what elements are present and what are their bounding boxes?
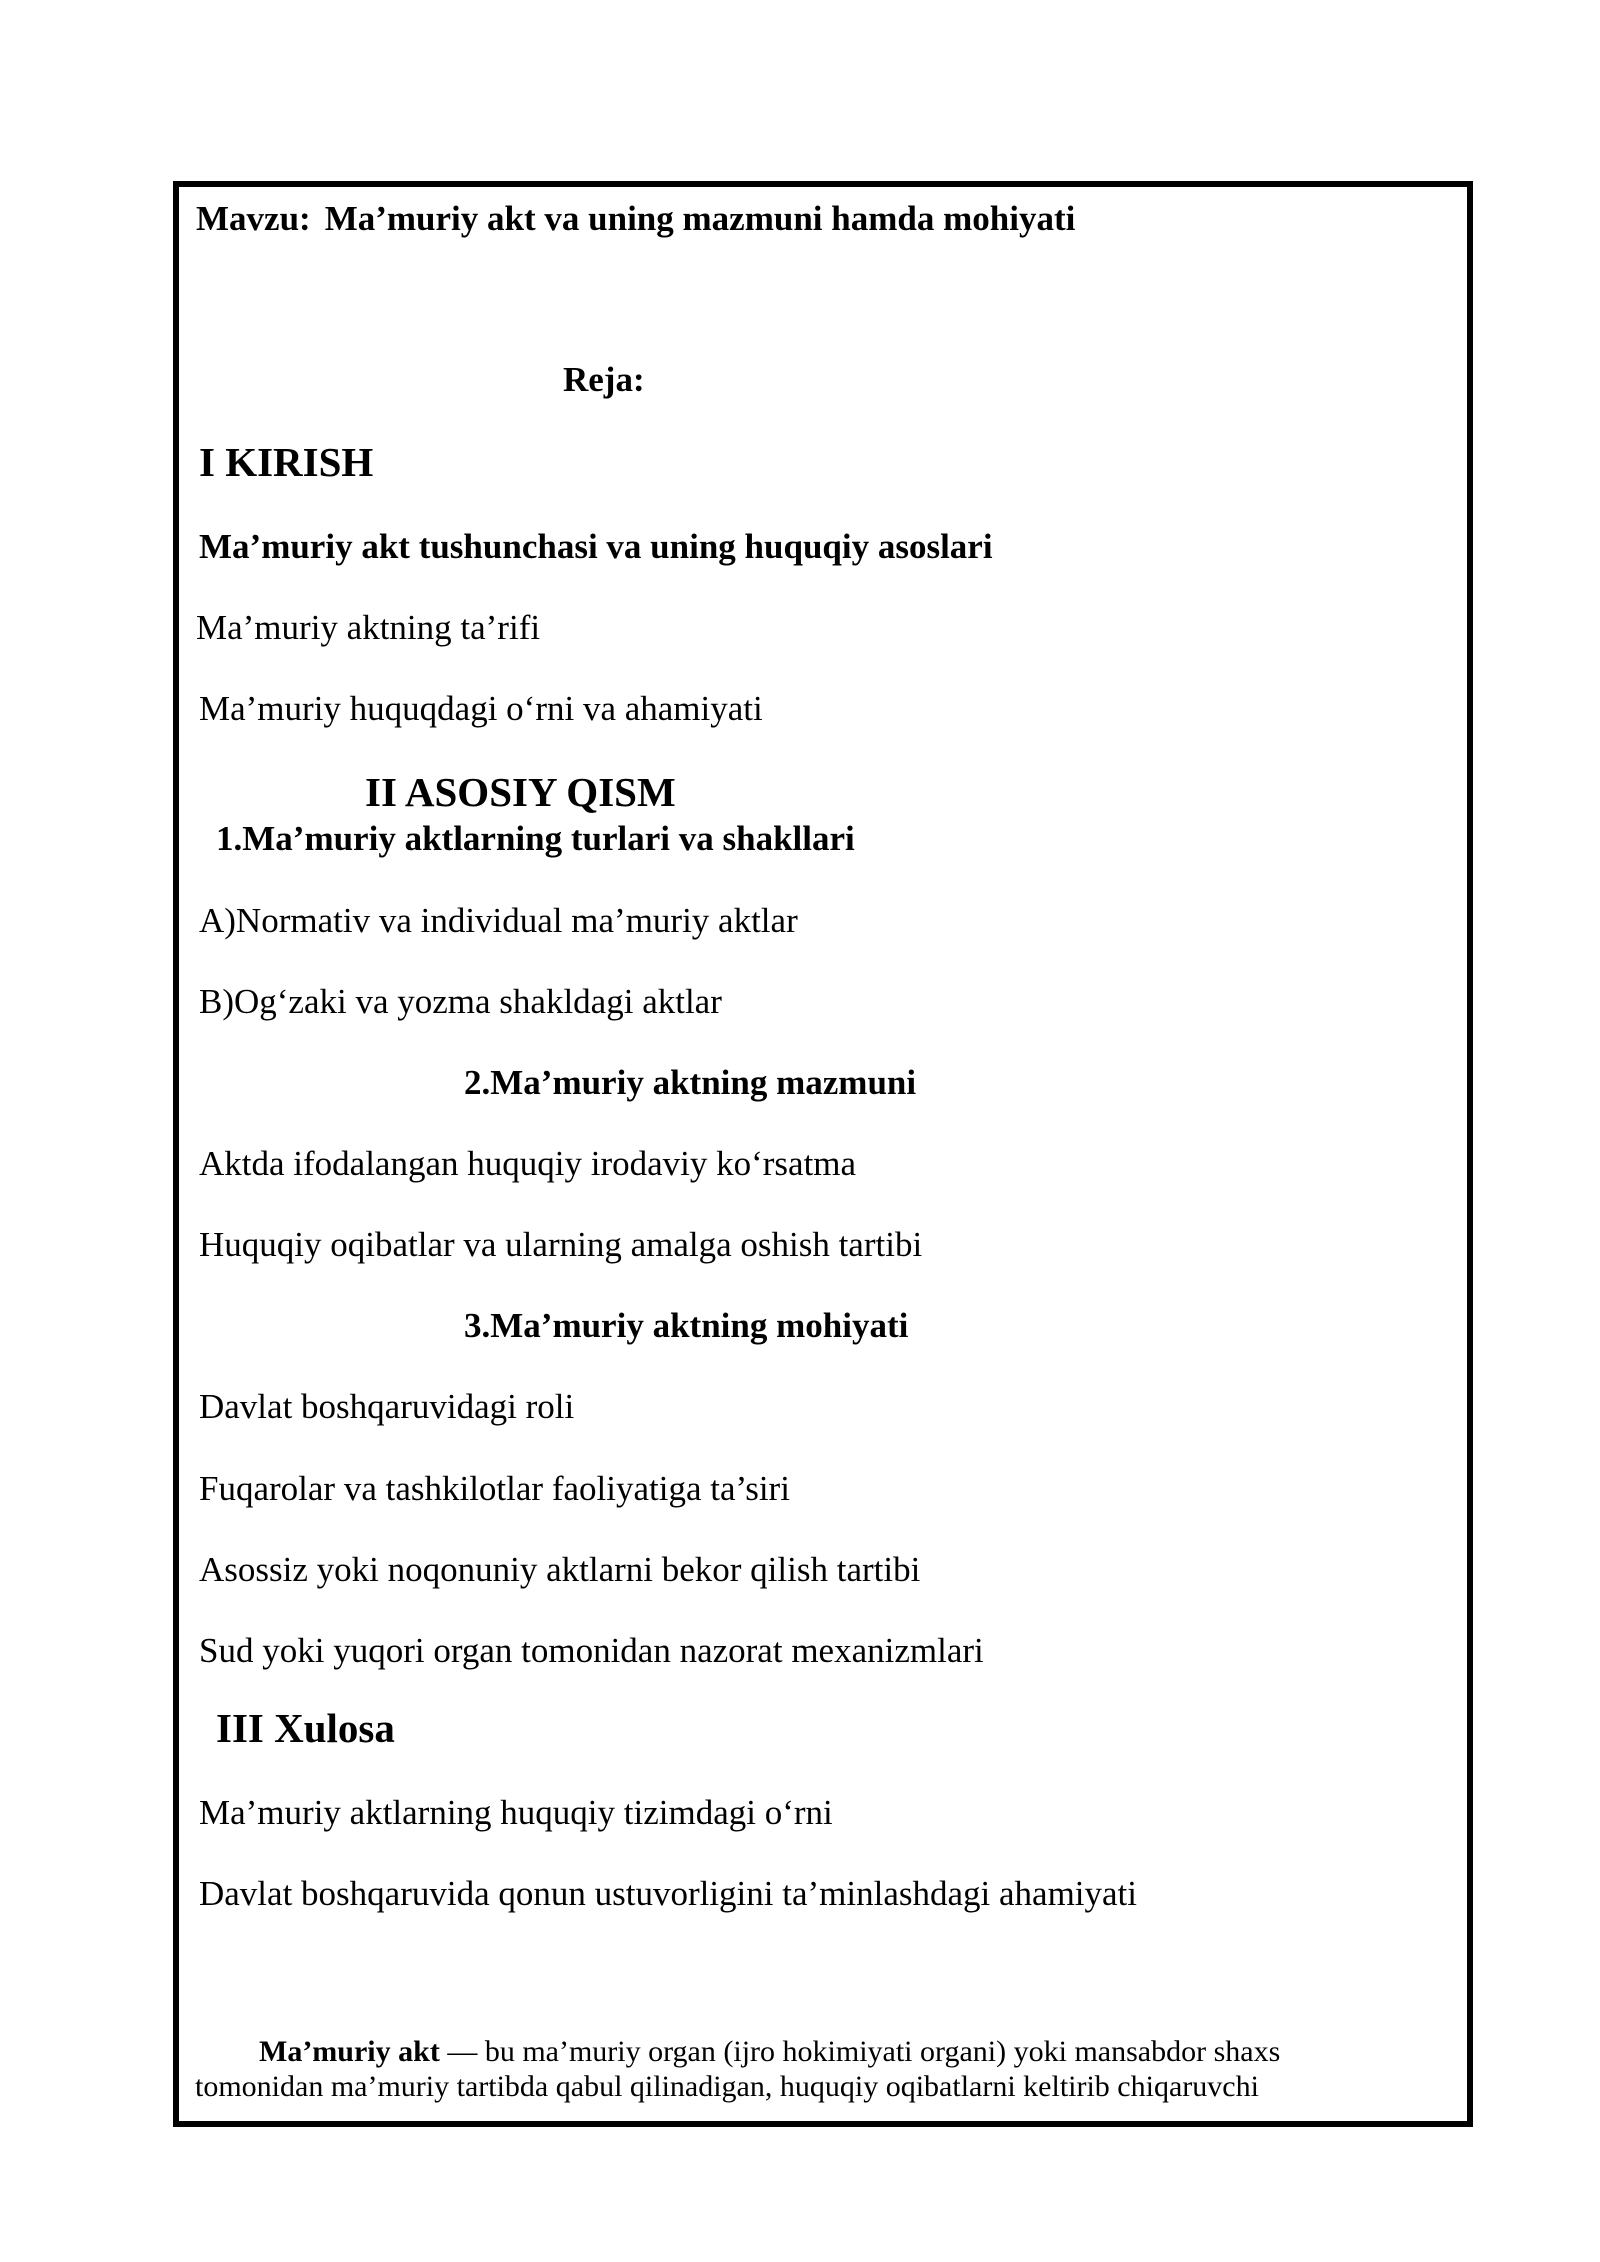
section-intro-title: I KIRISH xyxy=(199,439,374,485)
section-main-title: II ASOSIY QISM xyxy=(365,769,676,815)
topic-text: Ma’muriy akt va uning mazmuni hamda mohiyati xyxy=(324,199,1076,238)
section-conclusion-title: III Xulosa xyxy=(216,1705,395,1751)
definition-line-1-text: — bu ma’muriy organ (ijro hokimiyati organi) yoki mansabdor shaxs xyxy=(439,2035,1281,2068)
definition-line-2: tomonidan ma’muriy tartibda qabul qilinadigan, huquqiy oqibatlarni keltirib chiqaruvchi xyxy=(195,2070,1259,2103)
main-part3-item: Davlat boshqaruvidagi roli xyxy=(199,1387,575,1426)
main-part1-title: 1.Ma’muriy aktlarning turlari va shakllari xyxy=(216,819,855,858)
topic-heading xyxy=(196,201,1075,236)
conclusion-item: Davlat boshqaruvida qonun ustuvorligini ta’minlashdagi ahamiyati xyxy=(199,1874,1138,1913)
main-part1-item: A)Normativ va individual ma’muriy aktlar xyxy=(199,901,798,940)
topic-label: Mavzu: xyxy=(196,199,311,238)
main-part1-item: B)Og‘zaki va yozma shakldagi aktlar xyxy=(199,982,722,1021)
intro-item: Ma’muriy aktning ta’rifi xyxy=(196,608,541,647)
document-page-frame xyxy=(173,181,1473,2127)
main-part2-item: Aktda ifodalangan huquqiy irodaviy ko‘rsatma xyxy=(199,1144,857,1183)
main-part3-title: 3.Ma’muriy aktning mohiyati xyxy=(464,1306,909,1345)
definition-paragraph xyxy=(195,2034,1457,2104)
main-part2-item: Huquqiy oqibatlar va ularning amalga oshish tartibi xyxy=(199,1225,923,1264)
intro-item: Ma’muriy huquqdagi o‘rni va ahamiyati xyxy=(199,689,763,728)
main-part2-title: 2.Ma’muriy aktning mazmuni xyxy=(464,1063,917,1102)
main-part3-item: Asossiz yoki noqonuniy aktlarni bekor qilish tartibi xyxy=(199,1550,921,1589)
conclusion-item: Ma’muriy aktlarning huquqiy tizimdagi o‘rni xyxy=(199,1793,833,1832)
main-part3-item: Sud yoki yuqori organ tomonidan nazorat mexanizmlari xyxy=(199,1631,984,1670)
plan-label: Reja: xyxy=(563,360,645,399)
main-part3-item: Fuqarolar va tashkilotlar faoliyatiga ta’siri xyxy=(199,1469,790,1508)
definition-term: Ma’muriy akt xyxy=(259,2035,440,2068)
definition-line-1 xyxy=(195,2034,1457,2069)
intro-subtitle: Ma’muriy akt tushunchasi va uning huquqiy asoslari xyxy=(199,527,993,566)
